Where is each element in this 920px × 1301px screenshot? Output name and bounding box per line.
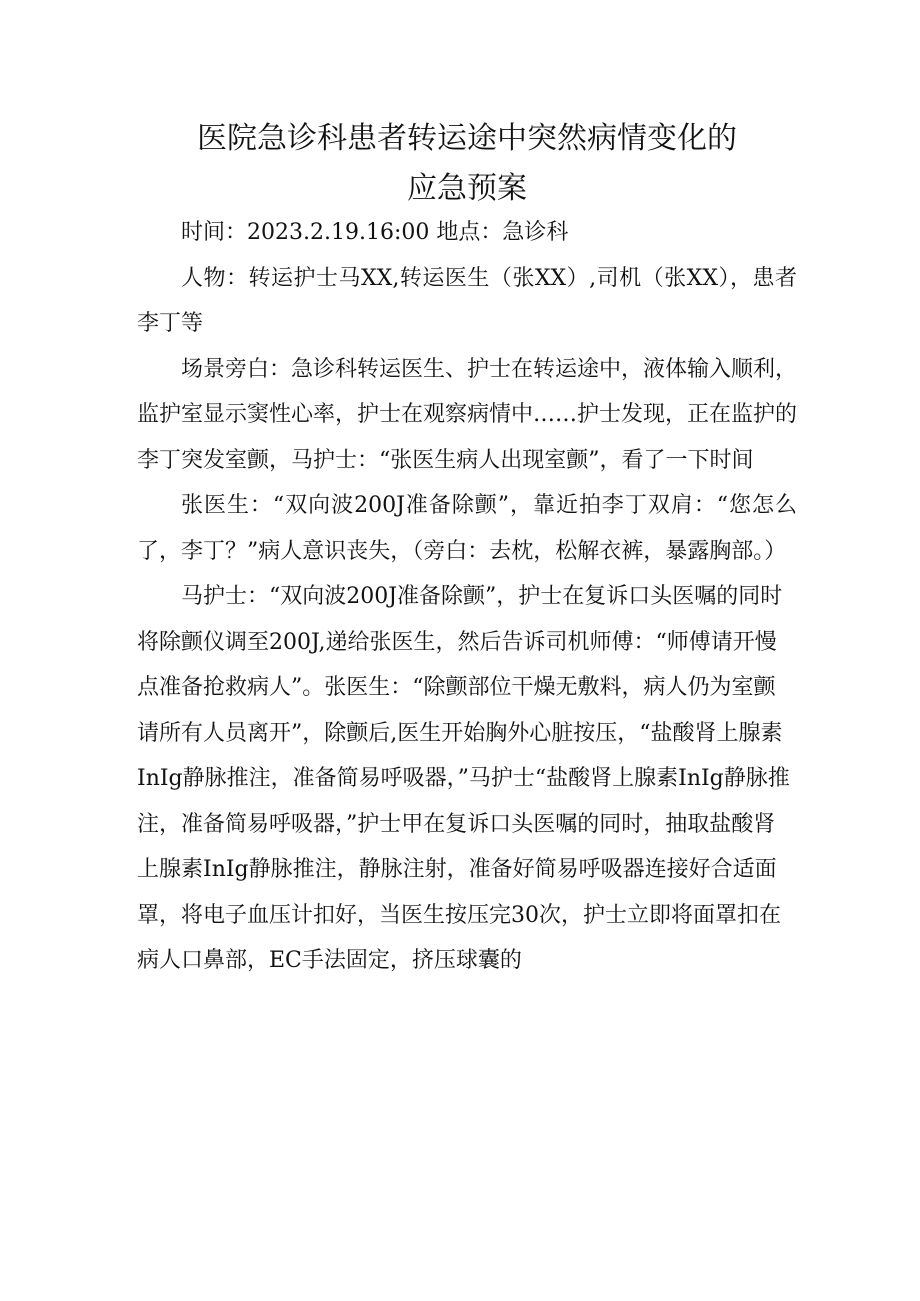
title-line-1: 医院急诊科患者转运途中突然病情变化的 [197,121,737,156]
paragraph-nurse-ma: 马护士：“双向波200J准备除颤”，护士在复诉口头医嘱的同时将除颤仪调至200J,递给张医生，然后告诉司机师傅：“师傅请开慢点准备抢救病人”。张医生：“除颤部位干燥无敷料，病人仍为室颤请所有人员离开”，除颤后,医生开始胸外心脏按压，“盐酸肾上腺素InIg静脉推注，准备简易呼吸器，”马护士“盐酸肾上腺素InIg静脉推注，准备简易呼吸器，”护士甲在复诉口头医嘱的同时，抽取盐酸肾上腺素InIg静脉推注，静脉注射，准备好简易呼吸器连接好合适面罩，将电子血压计扣好，当医生按压完30次，护士立即将面罩扣在病人口鼻部，EC手法固定，挤压球囊的 [137,584,790,973]
document-title [137,114,797,214]
paragraph-time-location: 时间：2023.2.19.16:00 地点：急诊科 [181,220,569,245]
title-line-2: 应急预案 [407,171,527,206]
document-body [137,210,797,984]
paragraph-doctor-zhang: 张医生：“双向波200J准备除颤”，靠近拍李丁双肩：“您怎么了，李丁？”病人意识丧失，（旁白：去枕，松解衣裤，暴露胸部。） [137,493,797,564]
paragraph-scene-narration: 场景旁白：急诊科转运医生、护士在转运途中，液体输入顺利，监护室显示窦性心率，护士在观察病情中……护士发现，正在监护的李丁突发室颤，马护士：“张医生病人出现室颤”，看了一下时间 [137,356,798,473]
paragraph-characters: 人物：转运护士马XX,转运医生（张XX）,司机（张XX），患者李丁等 [137,265,797,336]
